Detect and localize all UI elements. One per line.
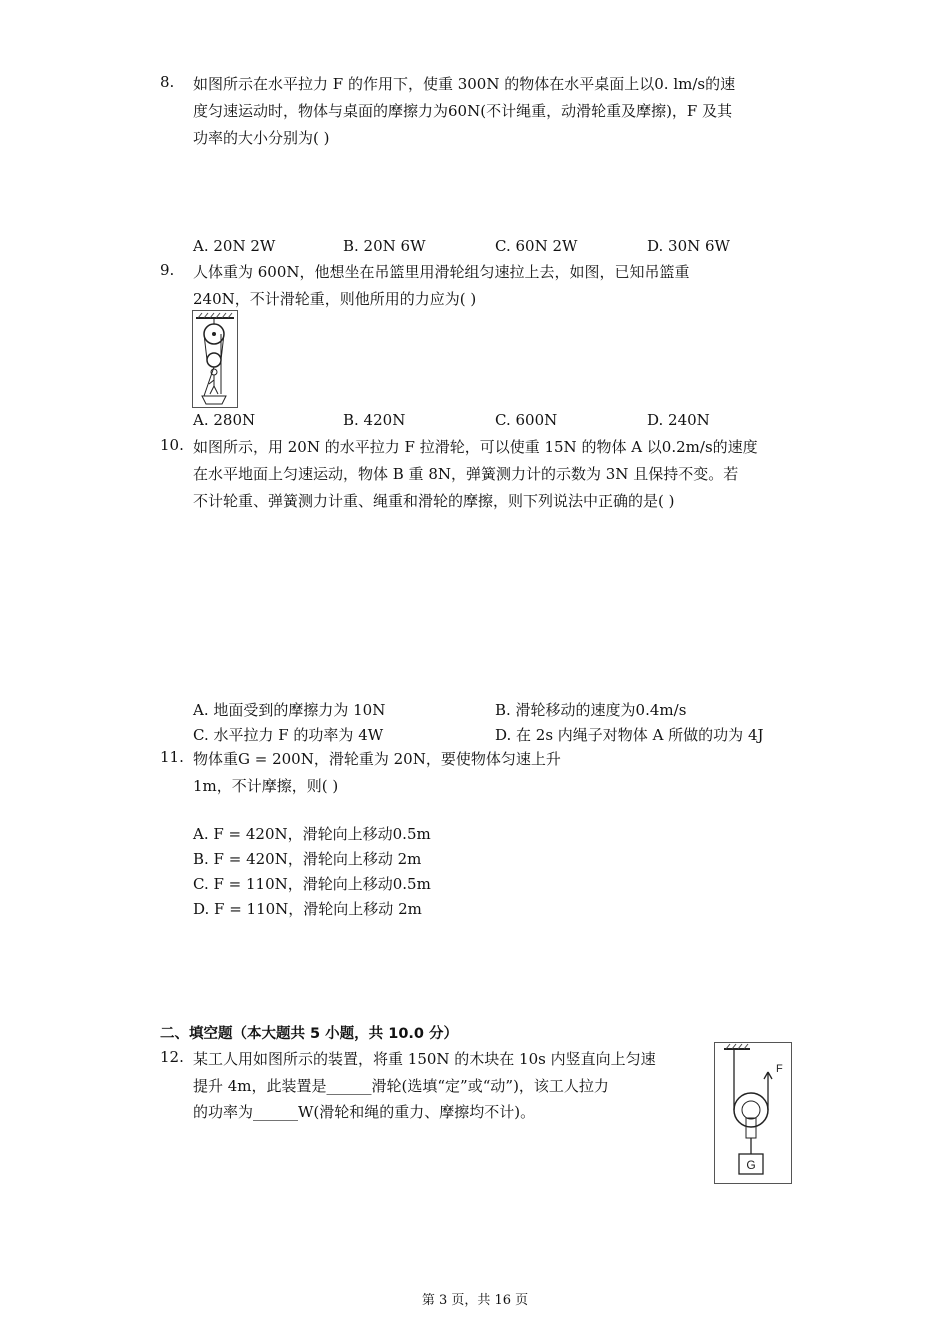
question-number: 9.	[160, 261, 175, 279]
question-text-line: 的功率为______W(滑轮和绳的重力、摩擦均不计)。	[193, 1103, 536, 1121]
question-text-line: 1m，不计摩擦，则( )	[193, 777, 339, 795]
option-c: C. 60N 2W	[495, 237, 578, 255]
question-number: 10.	[160, 436, 184, 454]
option-d: D. F = 110N，滑轮向上移动 2m	[193, 900, 422, 918]
option-a: A. F = 420N，滑轮向上移动0.5m	[193, 825, 431, 843]
question-text-line: 功率的大小分别为( )	[193, 129, 330, 147]
option-a: A. 280N	[193, 411, 256, 429]
option-d: D. 240N	[647, 411, 710, 429]
option-d: D. 30N 6W	[647, 237, 730, 255]
movable-pulley-figure	[714, 1042, 792, 1184]
question-text-line: 物体重G = 200N，滑轮重为 20N，要使物体匀速上升	[193, 750, 561, 768]
option-b: B. 420N	[343, 411, 406, 429]
option-a: A. 20N 2W	[193, 237, 276, 255]
question-number: 8.	[160, 73, 175, 91]
question-text-line: 如图所示，用 20N 的水平拉力 F 拉滑轮，可以使重 15N 的物体 A 以0.2m/s的速度	[193, 438, 758, 456]
option-a: A. 地面受到的摩擦力为 10N	[193, 701, 386, 719]
option-b: B. F = 420N，滑轮向上移动 2m	[193, 850, 422, 868]
option-c: C. 水平拉力 F 的功率为 4W	[193, 726, 384, 744]
question-number: 11.	[160, 748, 184, 766]
question-text-line: 在水平地面上匀速运动，物体 B 重 8N，弹簧测力计的示数为 3N 且保持不变。若	[193, 465, 739, 483]
question-text-line: 度匀速运动时，物体与桌面的摩擦力为60N(不计绳重，动滑轮重及摩擦)，F 及其	[193, 102, 733, 120]
force-label: F	[776, 1063, 783, 1075]
option-c: C. F = 110N，滑轮向上移动0.5m	[193, 875, 431, 893]
section-title: 二、填空题（本大题共 5 小题，共 10.0 分）	[160, 1026, 459, 1042]
page-footer: 第 3 页，共 16 页	[421, 1293, 529, 1308]
question-text-line: 如图所示在水平拉力 F 的作用下，使重 300N 的物体在水平桌面上以0. lm/s的速	[193, 75, 736, 93]
weight-label: G	[746, 1158, 756, 1172]
option-c: C. 600N	[495, 411, 558, 429]
question-text-line: 提升 4m，此装置是______滑轮(选填“定”或“动”)，该工人拉力	[193, 1077, 609, 1095]
option-b: B. 20N 6W	[343, 237, 426, 255]
pulley-basket-figure	[192, 310, 238, 408]
question-text-line: 不计轮重、弹簧测力计重、绳重和滑轮的摩擦，则下列说法中正确的是( )	[193, 492, 675, 510]
question-text-line: 人体重为 600N，他想坐在吊篮里用滑轮组匀速拉上去，如图，已知吊篮重	[193, 263, 690, 281]
question-text-line: 240N，不计滑轮重，则他所用的力应为( )	[193, 290, 477, 308]
question-number: 12.	[160, 1048, 184, 1066]
question-text-line: 某工人用如图所示的装置，将重 150N 的木块在 10s 内竖直向上匀速	[193, 1050, 656, 1068]
option-b: B. 滑轮移动的速度为0.4m/s	[495, 701, 687, 719]
option-d: D. 在 2s 内绳子对物体 A 所做的功为 4J	[495, 726, 764, 744]
